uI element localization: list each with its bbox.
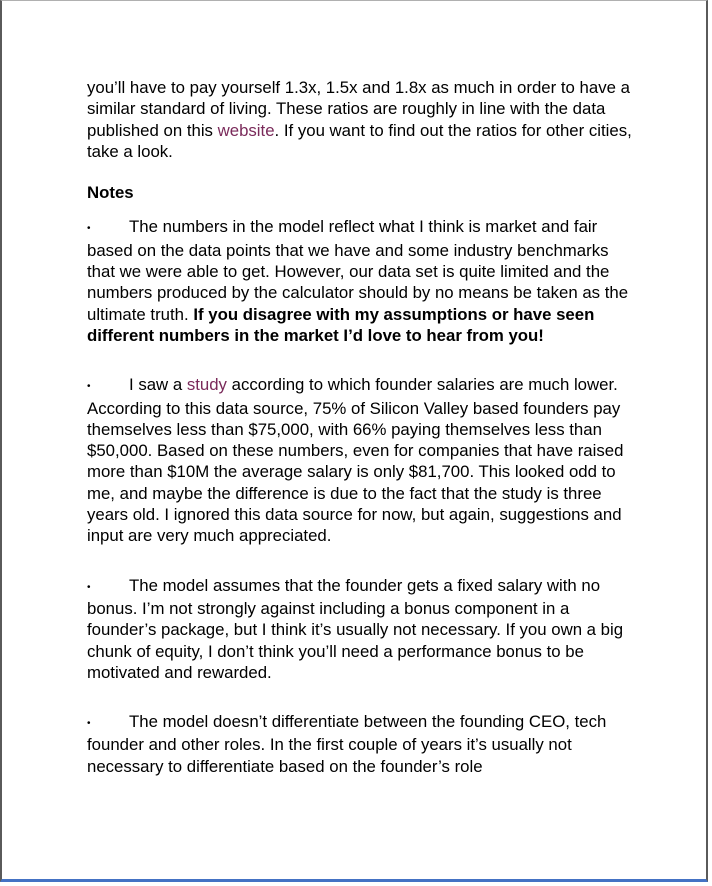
note-bullet-3 — [87, 575, 635, 683]
study-link[interactable]: study — [186, 375, 227, 395]
note-1-bold-text: If you disagree with my assumptions or have seen different numbers in the market I’d love to hear from you! — [87, 304, 595, 345]
notes-heading: Notes — [87, 183, 134, 203]
note-4-text: The model doesn’t differentiate between the founding CEO, tech founder and other roles. In the first couple of years it’s usually not necessary to differentiate based on the founder’s role — [87, 712, 607, 776]
website-link[interactable]: website — [217, 120, 275, 140]
note-bullet-1 — [87, 216, 635, 346]
note-2-text-before-link: I saw a — [129, 375, 187, 395]
bullet-icon: • — [87, 581, 91, 593]
intro-text-before-link: you’ll have to pay yourself 1.3x, 1.5x and 1.8x as much in order to have a similar standard of living. These ratios are roughly in line with the data published on this — [87, 78, 630, 140]
bullet-icon: • — [87, 381, 91, 393]
note-bullet-2 — [87, 374, 635, 546]
bullet-icon: • — [87, 718, 91, 730]
intro-paragraph — [87, 77, 635, 162]
note-2-text-after-link: according to which founder salaries are much lower. According to this data source, 75% of Silicon Valley based founders pay themselves less than $75,000, with 66% paying themselves less than $50,000. Based on these numbers, even for companies that have raised more than $10M the average salary is only $81,700. This looked odd to me, and maybe the difference is due to the fact that the study is three years old. I ignored this data source for now, but again, suggestions and input are very much appreciated. — [87, 375, 624, 546]
note-1-text: The numbers in the model reflect what I think is market and fair based on the data points that we have and some industry benchmarks that we were able to get. However, our data set is quite limited and the numbers produced by the calculator should by no means be taken as the ultimate truth. — [87, 217, 629, 324]
bullet-icon: • — [87, 223, 91, 235]
note-3-text: The model assumes that the founder gets a fixed salary with no bonus. I’m not strongly against including a bonus component in a founder’s package, but I think it’s usually not necessary. If you own a big chunk of equity, I don’t think you’ll need a performance bonus to be motivated and rewarded. — [87, 575, 624, 682]
intro-text-after-link: . If you want to find out the ratios for other cities, take a look. — [87, 120, 632, 161]
document-content — [87, 77, 635, 805]
note-bullet-4 — [87, 711, 635, 777]
